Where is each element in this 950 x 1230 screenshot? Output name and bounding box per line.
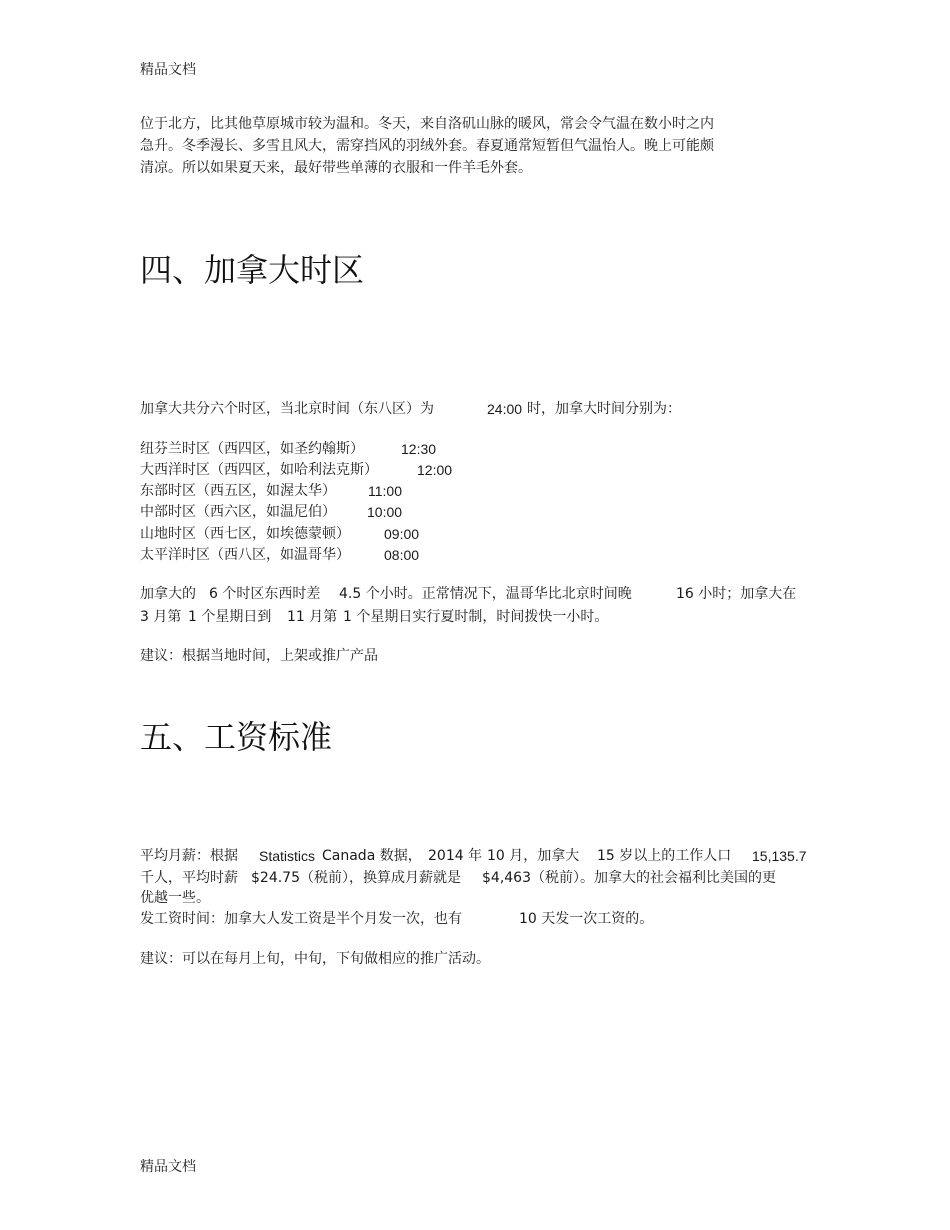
timezone-suggestion: 建议：根据当地时间，上架或推广产品 [140, 648, 378, 664]
page-header: 精品文档 [140, 62, 196, 78]
timezone-note-1c: 4.5 个小时。正常情况下，温哥华比北京时间晚 [339, 586, 632, 602]
section-4-title: 四、加拿大时区 [140, 251, 365, 289]
timezone-name: 太平洋时区（西八区，如温哥华） [140, 547, 350, 563]
salary-line-3: 优越一些。 [140, 890, 210, 906]
salary-line-1d: 2014 年 [428, 848, 483, 864]
salary-line-1g: 15,135.7 [752, 848, 807, 864]
timezone-note-2a: 3 月第 [140, 609, 182, 625]
timezone-note-1d: 16 小时；加拿大在 [676, 586, 797, 602]
timezone-name: 东部时区（西五区，如渥太华） [140, 483, 336, 499]
payday-line-b: 10 天发一次工资的。 [519, 911, 654, 927]
timezone-note-1b: 6 个时区东西时差 [209, 586, 321, 602]
timezone-time: 12:00 [417, 462, 453, 478]
timezone-time: 10:00 [367, 504, 403, 520]
timezone-name: 山地时区（西七区，如埃德蒙顿） [140, 526, 350, 542]
salary-line-1f: 15 岁以上的工作人口 [597, 848, 732, 864]
salary-line-1b: Statistics [259, 848, 316, 864]
salary-line-2b: $24.75（税前），换算成月薪就是 [251, 870, 461, 886]
intro-line-1: 位于北方，比其他草原城市较为温和。冬天，来自洛矶山脉的暖风，常会令气温在数小时之内 [140, 116, 714, 132]
timezone-note-1a: 加拿大的 [140, 586, 196, 602]
salary-line-1a: 平均月薪：根据 [140, 848, 238, 864]
salary-line-2a: 千人，平均时薪 [140, 870, 238, 886]
salary-line-1e: 10 月，加拿大 [487, 848, 580, 864]
timezone-name: 大西洋时区（西四区，如哈利法克斯） [140, 462, 378, 478]
timezone-time: 12:30 [401, 441, 437, 457]
timezone-time: 09:00 [384, 526, 420, 542]
page-footer: 精品文档 [140, 1159, 196, 1175]
salary-suggestion: 建议：可以在每月上旬，中旬，下旬做相应的推广活动。 [140, 951, 490, 967]
intro-line-2: 急升。冬季漫长、多雪且风大，需穿挡风的羽绒外套。春夏通常短暂但气温怡人。晚上可能颇 [140, 138, 714, 154]
timezone-note-2d: 1 个星期日实行夏时制，时间拨快一小时。 [343, 609, 609, 625]
timezone-time: 11:00 [368, 483, 402, 499]
timezone-lead-time: 24:00 [487, 401, 523, 417]
payday-line-a: 发工资时间：加拿大人发工资是半个月发一次，也有 [140, 911, 462, 927]
timezone-name: 中部时区（西六区，如温尼伯） [140, 504, 336, 520]
intro-line-3: 清凉。所以如果夏天来，最好带些单薄的衣服和一件羊毛外套。 [140, 160, 532, 176]
salary-line-1c: Canada 数据， [322, 848, 422, 864]
timezone-lead-suffix: 时，加拿大时间分别为： [527, 401, 681, 417]
section-5-title: 五、工资标准 [140, 718, 333, 756]
timezone-lead-text: 加拿大共分六个时区，当北京时间（东八区）为 [140, 401, 434, 417]
timezone-name: 纽芬兰时区（西四区，如圣约翰斯） [140, 441, 364, 457]
timezone-note-2c: 11 月第 [287, 609, 338, 625]
salary-line-2c: $4,463（税前）。加拿大的社会福利比美国的更 [482, 870, 776, 886]
timezone-note-2b: 1 个星期日到 [188, 609, 272, 625]
timezone-time: 08:00 [384, 547, 420, 563]
